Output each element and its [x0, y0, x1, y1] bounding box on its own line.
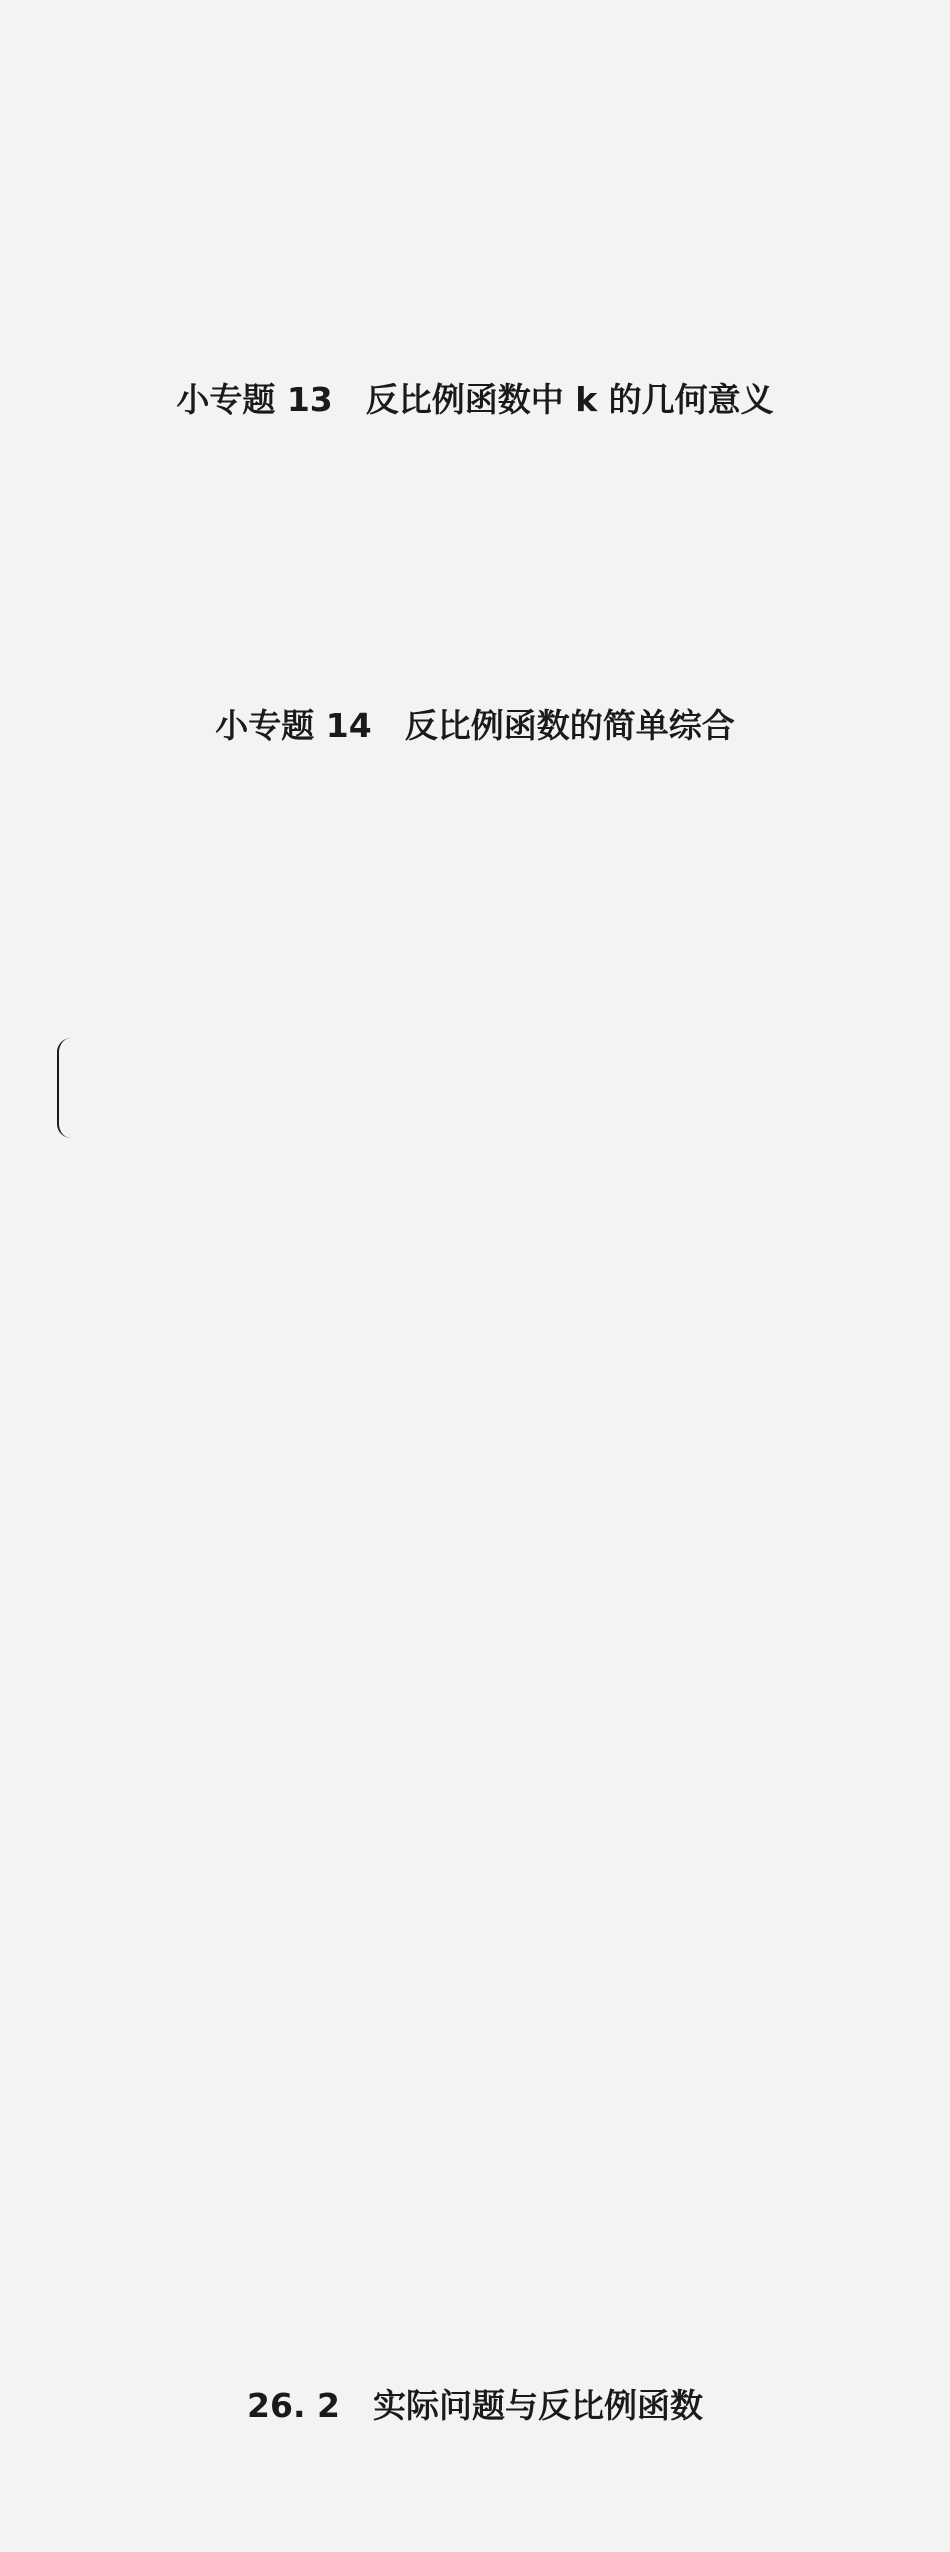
system-brace [57, 1038, 73, 1138]
section-heading: 26. 2 实际问题与反比例函数 [247, 2386, 703, 2425]
section-heading: 小专题 14 反比例函数的简单综合 [215, 706, 735, 745]
section-heading: 小专题 13 反比例函数中 k 的几何意义 [176, 380, 774, 419]
